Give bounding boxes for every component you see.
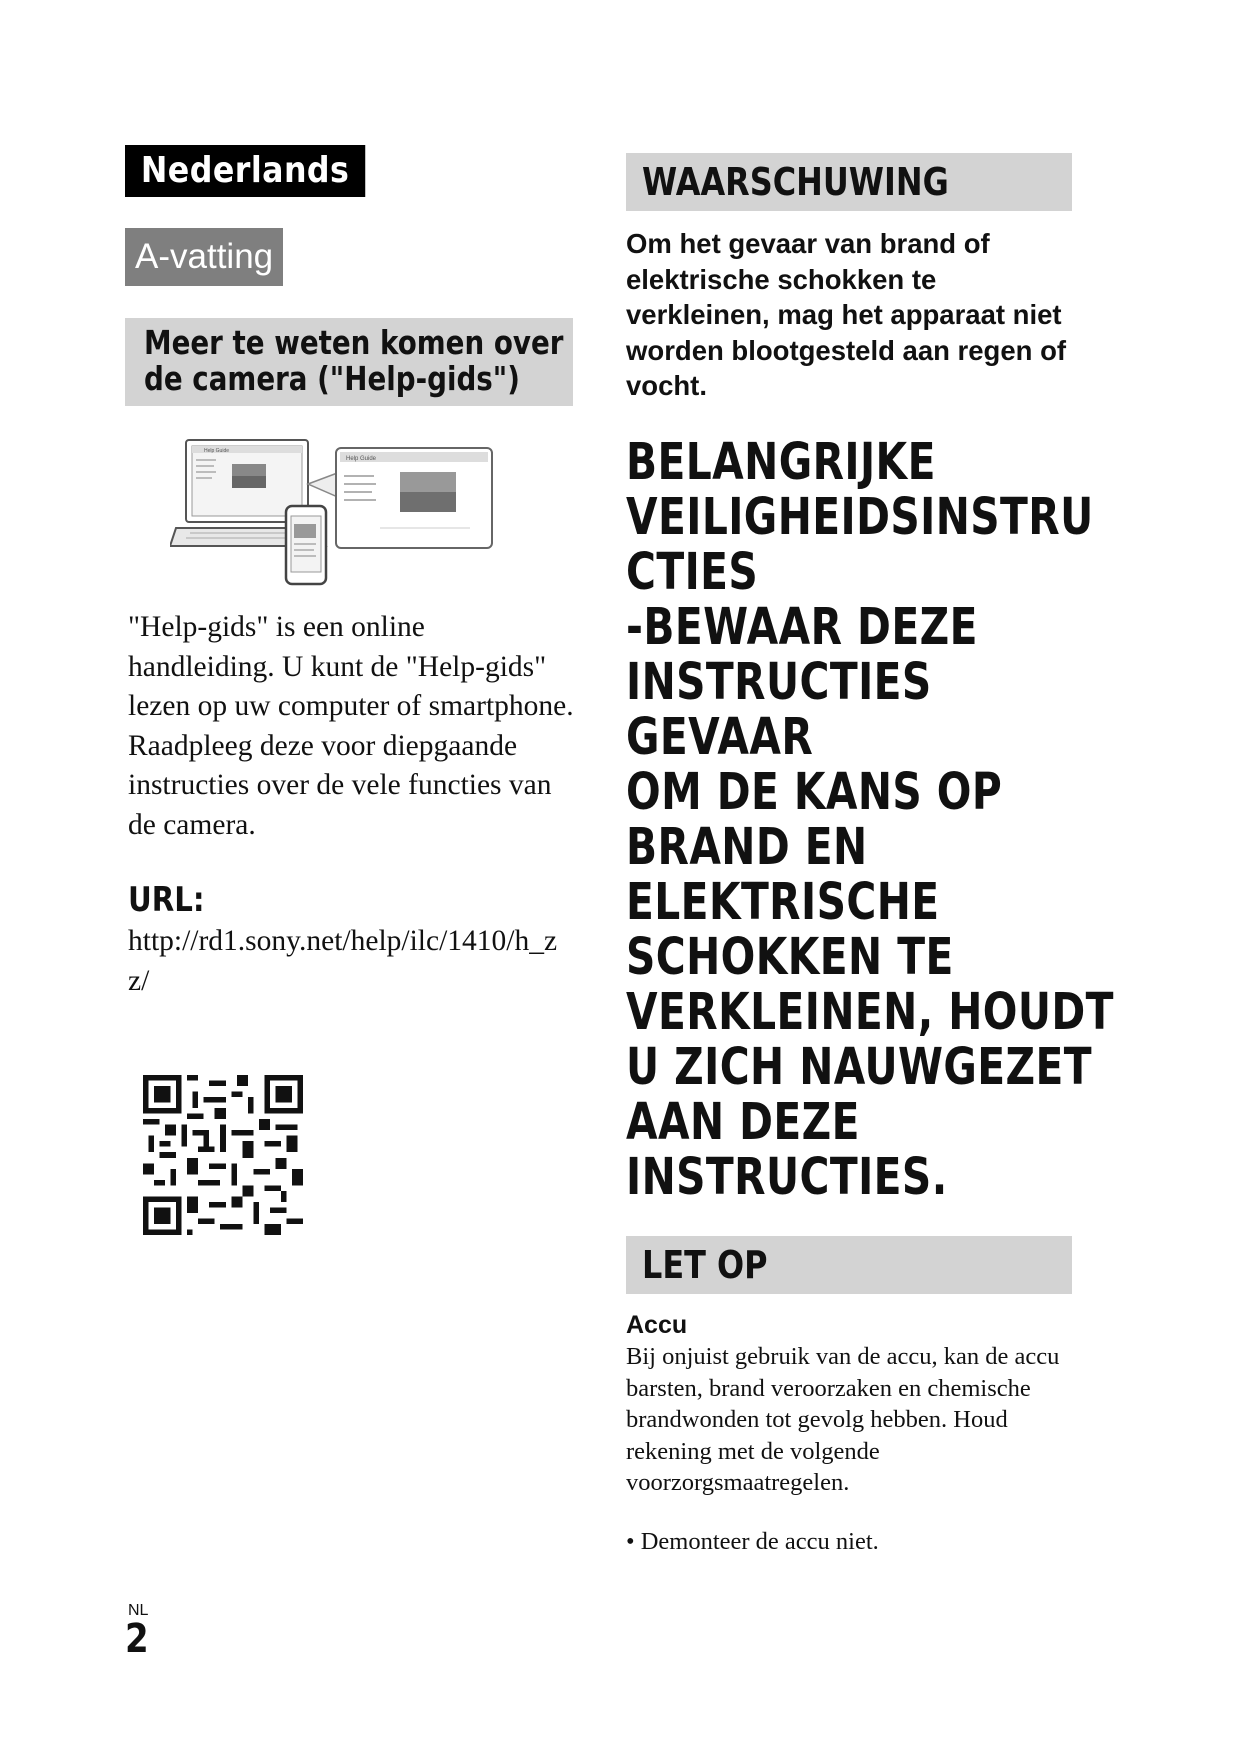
url-label: URL:: [128, 880, 205, 920]
safety-line: INSTRUCTIES: [626, 653, 932, 712]
caution-title: LET OP: [642, 1243, 768, 1287]
page-number: 2: [125, 1616, 149, 1662]
battery-title: Accu: [626, 1311, 688, 1339]
battery-text: Bij onjuist gebruik van de accu, kan de accu barsten, brand veroorzaken en chemische brandwonden tot gevolg hebben. Houd rekening met de volgende voorzorgsmaatregelen.: [626, 1343, 1060, 1496]
help-guide-heading-line1: Meer te weten komen over: [144, 323, 564, 362]
model-tag: A-vatting: [125, 228, 283, 286]
safety-line: SCHOKKEN TE: [626, 928, 954, 987]
safety-line: AAN DEZE: [626, 1093, 860, 1152]
page-language-code: NL: [128, 1602, 149, 1619]
safety-line: OM DE KANS OP: [626, 763, 1003, 822]
help-guide-url[interactable]: http://rd1.sony.net/help/ilc/1410/h_zz/: [128, 925, 558, 997]
laptop-window-title: Help Guide: [204, 448, 230, 454]
laptop-phone-illustration: [170, 436, 530, 606]
warning-text: Om het gevaar van brand of elektrische schokken te verkleinen, mag het apparaat niet worden blootgesteld aan regen of vocht.: [626, 228, 1067, 401]
qr-code[interactable]: [143, 1075, 303, 1235]
caution-heading: [626, 1236, 1072, 1294]
safety-line: GEVAAR: [626, 708, 814, 767]
help-guide-description: "Help-gids" is een online handleiding. U kunt de "Help-gids" lezen op uw computer of smartphone. Raadpleeg deze voor diepgaande instructies over de vele functies van de camera.: [128, 611, 574, 841]
language-tag: Nederlands: [125, 145, 365, 197]
help-guide-heading-line2: de camera ("Help-gids"): [144, 359, 520, 398]
help-guide-heading: [125, 318, 573, 406]
warning-title: WAARSCHUWING: [642, 160, 949, 204]
safety-line: VERKLEINEN, HOUDT: [626, 983, 1114, 1042]
safety-line: CTIES: [626, 543, 759, 602]
safety-line: -BEWAAR DEZE: [626, 598, 978, 657]
safety-line: BELANGRIJKE: [626, 433, 936, 492]
safety-instructions: [626, 433, 1114, 1207]
safety-line: BRAND EN: [626, 818, 868, 877]
safety-line: INSTRUCTIES.: [626, 1148, 948, 1207]
phone-window-title: Help Guide: [346, 456, 377, 462]
warning-heading: [626, 153, 1072, 211]
battery-bullet: • Demonteer de accu niet.: [626, 1528, 879, 1555]
safety-line: U ZICH NAUWGEZET: [626, 1038, 1093, 1097]
safety-line: VEILIGHEIDSINSTRU: [626, 488, 1094, 547]
safety-line: ELEKTRISCHE: [626, 873, 940, 932]
